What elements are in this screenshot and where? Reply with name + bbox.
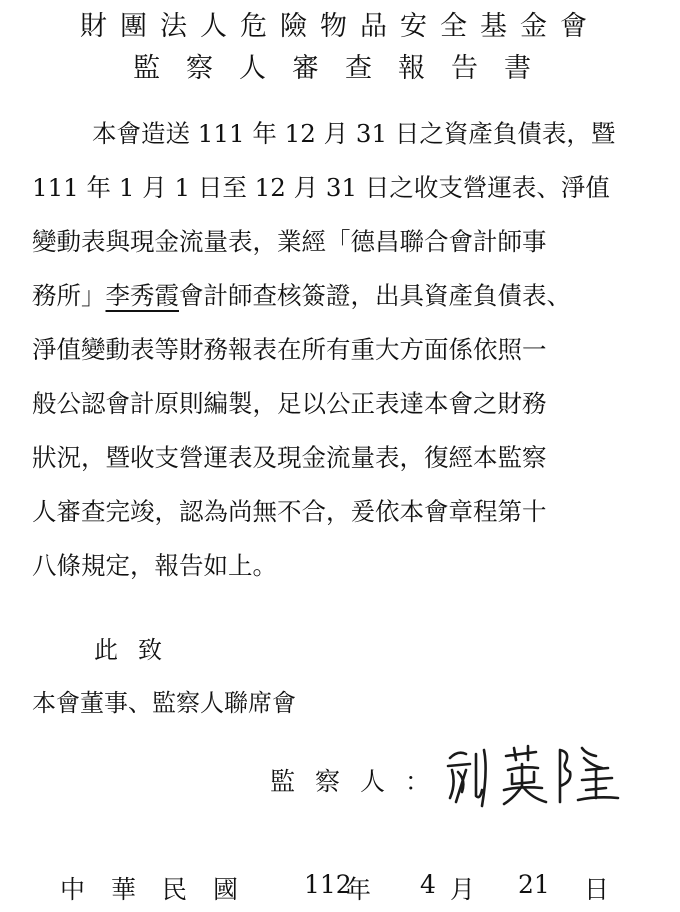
salutation: 此致 xyxy=(94,636,182,664)
body-line-8: 人審查完竣，認為尚無不合，爰依本會章程第十 xyxy=(32,497,547,526)
body-line-7: 狀況，暨收支營運表及現金流量表，復經本監察 xyxy=(32,443,547,472)
recipient: 本會董事、監察人聯席會 xyxy=(32,689,296,717)
date-day: 21 xyxy=(518,870,550,899)
supervisor-label: 監察人： xyxy=(270,767,451,796)
body-line-4-rest: 會計師查核簽證，出具資產負債表、 xyxy=(179,281,571,310)
handwritten-signature xyxy=(436,740,636,810)
body-line-5: 淨值變動表等財務報表在所有重大方面係依照一 xyxy=(32,335,547,364)
firm-name-end: 務所」 xyxy=(32,281,106,310)
date-month-unit: 月 xyxy=(450,875,476,904)
body-line-6: 般公認會計原則編製，足以公正表達本會之財務 xyxy=(32,389,547,418)
report-title: 監察人審查報告書 xyxy=(133,53,557,84)
date-year: 112 xyxy=(304,870,352,899)
body-line-3: 變動表與現金流量表，業經「德昌聯合會計師事 xyxy=(32,227,547,256)
report-body xyxy=(32,112,662,598)
date-day-unit: 日 xyxy=(584,875,610,904)
date-line xyxy=(0,870,680,910)
foundation-title: 財團法人危險物品安全基金會 xyxy=(80,11,600,42)
body-line-2: 111 年 1 月 1 日至 12 月 31 日之收支營運表、淨值 xyxy=(32,173,610,202)
accountant-name: 李秀霞 xyxy=(105,281,179,310)
date-year-unit: 年 xyxy=(346,875,372,904)
body-line-4 xyxy=(32,274,662,328)
date-era: 中華民國 xyxy=(60,875,265,904)
body-line-9: 八條規定，報告如上。 xyxy=(32,551,277,580)
date-month: 4 xyxy=(420,870,436,899)
body-line-1: 本會造送 111 年 12 月 31 日之資產負債表，暨 xyxy=(92,119,616,148)
